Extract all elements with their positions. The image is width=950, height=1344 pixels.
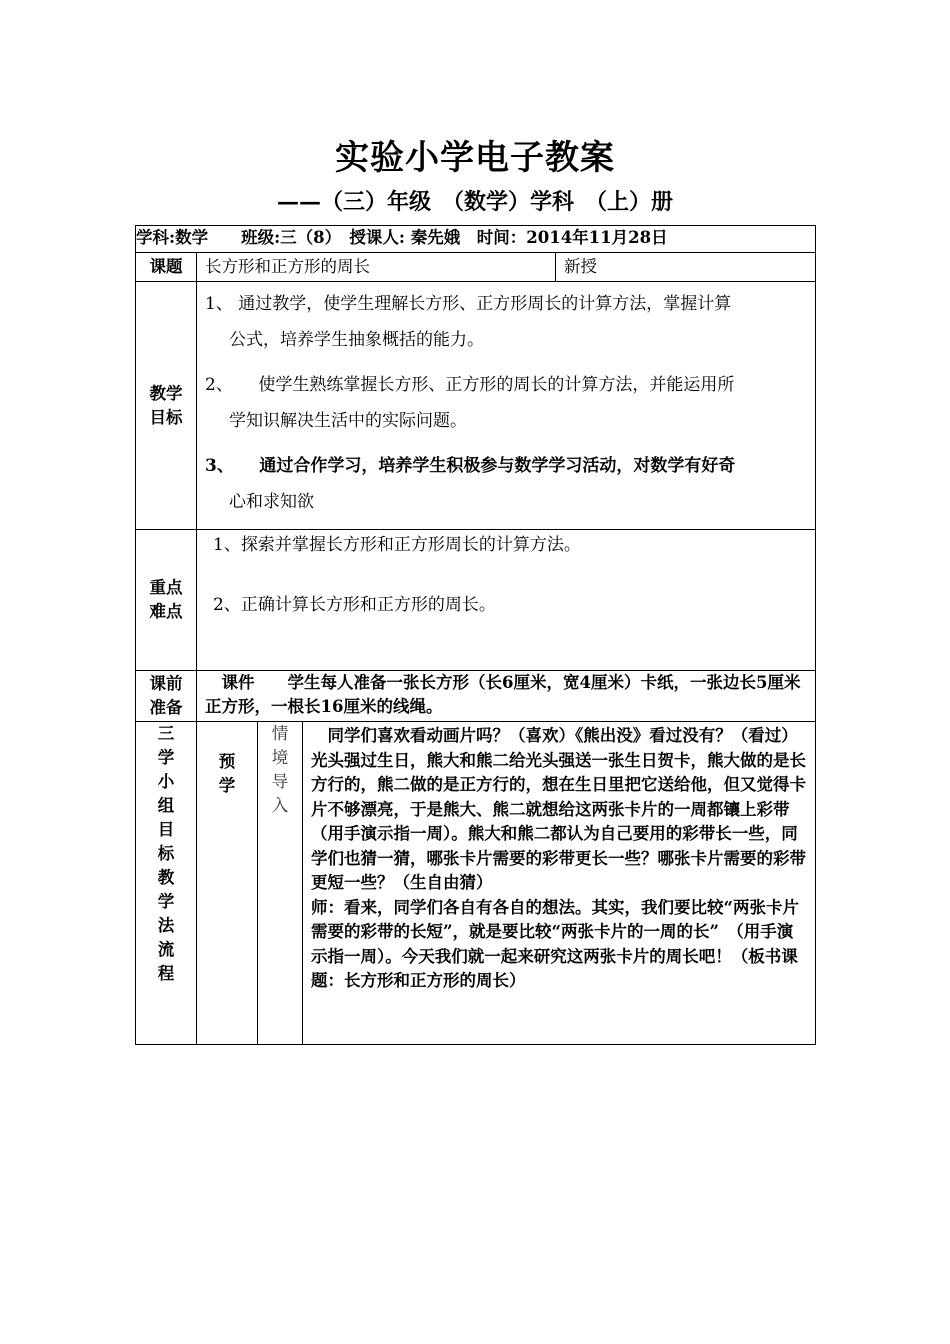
goal-line-2-cont: 学知识解决生活中的实际问题。 (229, 411, 467, 431)
lesson-plan-table (135, 225, 816, 1045)
goals-content (197, 282, 816, 530)
flow-label (136, 722, 197, 1045)
goal-item (205, 367, 805, 439)
key-point-2: 2、正确计算长方形和正方形的周长。 (213, 595, 496, 615)
flow-label-text: 三学小组目标教学法流程 (157, 724, 175, 983)
flow-step (258, 722, 303, 1045)
goals-label (136, 282, 197, 530)
key-points-label-text: 重点难点 (149, 578, 183, 621)
page-title: 实验小学电子教案 (335, 138, 615, 178)
goal-line-3-cont: 心和求知欲 (229, 492, 314, 512)
key-points-content (197, 530, 816, 671)
goal-line-1: 1、 通过教学，使学生理解长方形、正方形周长的计算方法，掌握计算 (205, 294, 732, 314)
key-point-1: 1、探索并掌握长方形和正方形周长的计算方法。 (213, 535, 581, 555)
flow-paragraph-2: 师：看来，同学们各自有各自的想法。其实，我们要比较“两张卡片需要的彩带的长短”，就是要比较“两张卡片的一周的长” （用手演示指一周）。今天我们就一起来研究这两张卡片的周长吧！（板书课题：长方形和正方形的周长） (311, 897, 799, 990)
goal-item (205, 448, 805, 520)
goal-line-2: 2、 使学生熟练掌握长方形、正方形的周长的计算方法，并能运用所 (205, 375, 735, 395)
flow-stage-text: 预学 (218, 752, 236, 795)
flow-paragraph-1: 同学们喜欢看动画片吗？（喜欢）《熊出没》看过没有？（看过）光头强过生日，熊大和熊二给光头强送一张生日贺卡，熊大做的是长方行的，熊二做的是正方行的，想在生日里把它送给他，但又觉得卡片不够漂亮，于是熊大、熊二就想给这两张卡片的一周都镶上彩带（用手演示指一周）。熊大和熊二都认为自己要用的彩带长一些，同学们也猜一猜，哪张卡片需要的彩带更长一些？哪张卡片需要的彩带更短一些？（生自由猜） (311, 726, 806, 892)
flow-step-text: 情境导入 (271, 724, 289, 815)
topic-value: 长方形和正方形的周长 (197, 253, 556, 282)
page-subtitle: ——（三）年级 （数学）学科 （上）册 (276, 189, 673, 215)
prep-label-text: 课前准备 (149, 674, 183, 717)
info-row: 学科:数学 班级:三（8） 授课人: 秦先娥 时间：2014年11月28日 (136, 226, 816, 253)
flow-content (303, 722, 816, 1045)
goals-label-text: 教学目标 (149, 383, 183, 427)
prep-label (136, 671, 197, 722)
topic-type: 新授 (556, 253, 816, 282)
topic-label: 课题 (136, 253, 197, 282)
key-points-label (136, 530, 197, 671)
flow-stage (197, 722, 258, 1045)
goal-line-3: 3、 通过合作学习，培养学生积极参与数学学习活动，对数学有好奇 (205, 456, 736, 476)
goal-item (205, 286, 805, 358)
goal-line-1-cont: 公式，培养学生抽象概括的能力。 (229, 330, 484, 350)
prep-content: 课件 学生每人准备一张长方形（长6厘米，宽4厘米）卡纸，一张边长5厘米正方形，一根长16厘米的线绳。 (197, 671, 816, 722)
